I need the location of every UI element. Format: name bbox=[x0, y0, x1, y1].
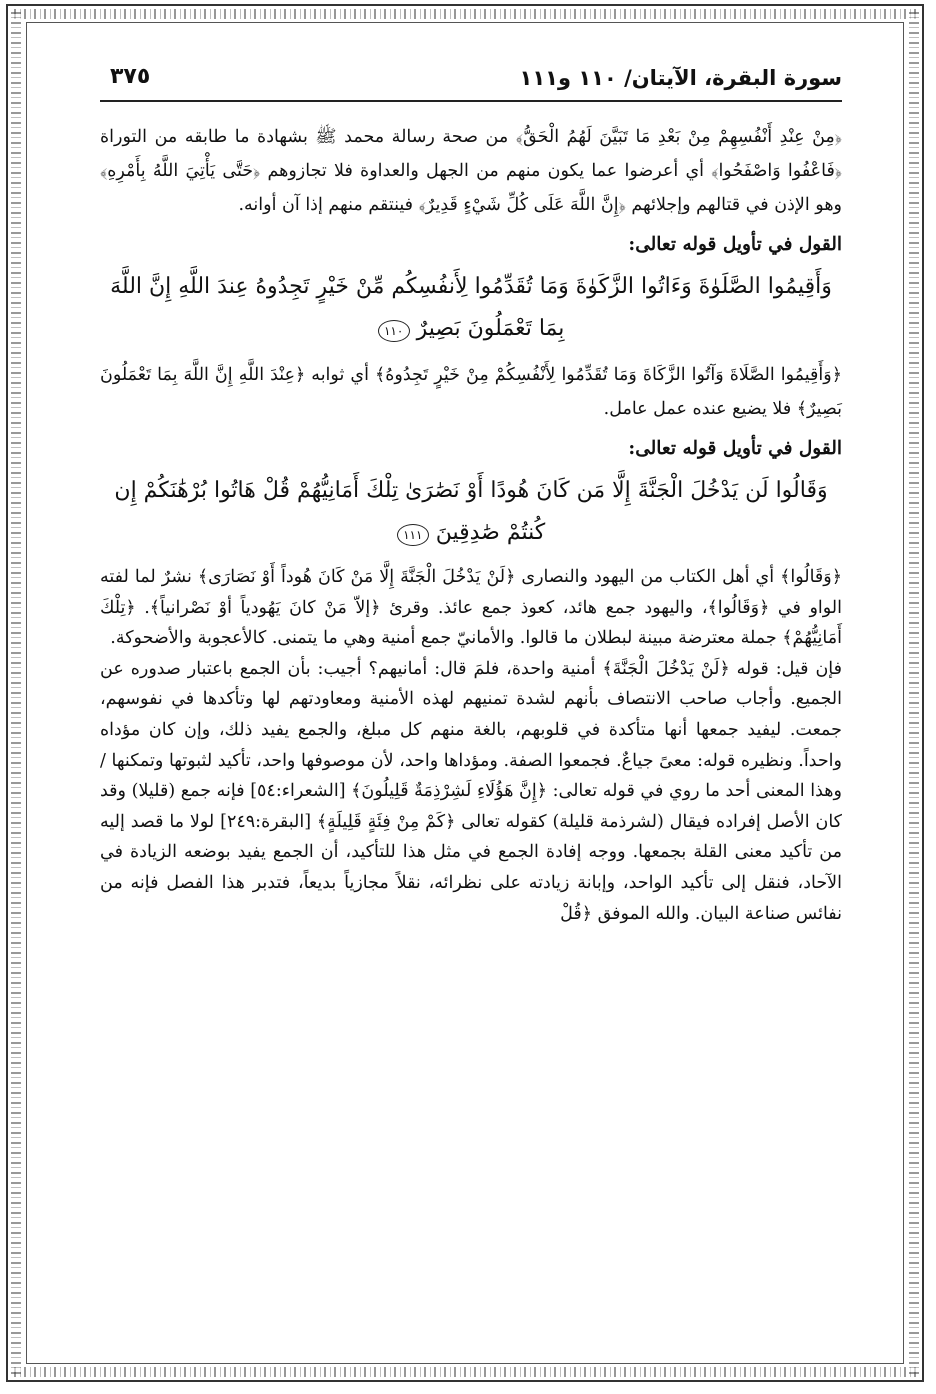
paragraph-3: ﴿وَقَالُوا﴾ أي أهل الكتاب من اليهود والنصارى ﴿لَنْ يَدْخُلَ الْجَنَّةَ إِلَّا مَنْ كَانَ هُوداً أَوْ نَصَارَى﴾ نشرٌ لما لفته الواو في ﴿وَقَالُوا﴾، واليهود جمع هائد، كعوذ جمع عائذ. وقرئ ﴿إلاّ مَنْ كانَ يَهُودياً أوْ نَصْرانياً﴾. ﴿تِلْكَ أَمَانِيُّهُمْ﴾ جملة معترضة مبينة لبطلان ما قالوا. والأمانيّ جمع أمنية وهي ما يتمنى. كالأعجوبة والأضحوكة. bbox=[100, 567, 842, 649]
quran-verse-111 bbox=[100, 466, 842, 562]
border-ornament-right bbox=[909, 12, 919, 1374]
verse-number-110: ١١٠ bbox=[378, 320, 410, 342]
border-ornament-top bbox=[14, 9, 916, 19]
page-content bbox=[100, 60, 842, 1328]
section-heading-2: القول في تأويل قوله تعالى: bbox=[628, 438, 842, 459]
verse-number-111: ١١١ bbox=[397, 524, 429, 546]
header-title: سورة البقرة، الآيتان/ ١١٠ و١١١ bbox=[519, 66, 842, 90]
border-ornament-left bbox=[11, 12, 21, 1374]
border-ornament-bottom bbox=[14, 1367, 916, 1377]
quran-verse-110 bbox=[100, 262, 842, 358]
section-heading-1: القول في تأويل قوله تعالى: bbox=[628, 234, 842, 255]
page-number: ٣٧٥ bbox=[110, 64, 151, 89]
running-header bbox=[100, 60, 842, 102]
verse-110-text: وَأَقِيمُوا الصَّلَوٰةَ وَءَاتُوا الزَّكَوٰةَ وَمَا تُقَدِّمُوا لِأَنفُسِكُم مِّنْ خَيْرٍ تَجِدُوهُ عِندَ اللَّهِ إِنَّ اللَّهَ بِمَا تَعْمَلُونَ بَصِيرٌ bbox=[110, 274, 832, 341]
main-text bbox=[100, 120, 842, 929]
paragraph-1: ﴿مِنْ عِنْدِ أَنْفُسِهِمْ مِنْ بَعْدِ مَا تَبَيَّنَ لَهُمُ الْحَقُّ﴾ من صحة رسالة محمد ﷺ بشهادة ما طابقه من التوراة ﴿فَاعْفُوا وَاصْفَحُوا﴾ أي أعرضوا عما يكون منهم من الجهل والعداوة فلا تجازوهم ﴿حَتَّى يَأْتِيَ اللَّهُ بِأَمْرِهِ﴾ وهو الإذن في قتالهم وإجلائهم ﴿إِنَّ اللَّهَ عَلَى كُلِّ شَيْءٍ قَدِيرٌ﴾ فينتقم منهم إذا آن أوانه. bbox=[100, 127, 842, 215]
paragraph-2: ﴿وَأَقِيمُوا الصَّلَاةَ وَآتُوا الزَّكَاةَ وَمَا تُقَدِّمُوا لِأَنْفُسِكُمْ مِنْ خَيْرٍ تَجِدُوهُ﴾ أي ثوابه ﴿عِنْدَ اللَّهِ إِنَّ اللَّهَ بِمَا تَعْمَلُونَ بَصِيرٌ﴾ فلا يضيع عنده عمل عامل. bbox=[100, 365, 842, 419]
paragraph-4: فإن قيل: قوله ﴿لَنْ يَدْخُلَ الْجَنَّةَ﴾ أمنية واحدة، فلمَ قال: أمانيهم؟ أجيب: بأن الجمع باعتبار صدوره عن الجميع. وأجاب صاحب الانتصاف بأنهم لشدة تمنيهم لهذه الأمنية ومعاودتهم لها وتأكدها في نفوسهم، جمعت. ليفيد جمعها أنها متأكدة في قلوبهم، بالغة منهم كل مبلغ، والجمع يفيد ذلك، وإن كان مؤداه واحداً. ونظيره قوله: معىً جياعٌ. فجمعوا الصفة. ومؤداها واحد، لأن موصوفها واحد، تأكيد لثبوتها وتمكنها / وهذا المعنى أحد ما روي في قوله تعالى: ﴿إِنَّ هَؤُلَاءِ لَشِرْذِمَةٌ قَلِيلُونَ﴾ [الشعراء:٥٤] فإنه جمع (قليلا) وقد كان الأصل إفراده فيقال (لشرذمة قليلة) كقوله تعالى ﴿كَمْ مِنْ فِئَةٍ قَلِيلَةٍ﴾ [البقرة:٢٤٩] لولا ما قصد إليه من تأكيد معنى القلة بجمعها. ووجه إفادة الجمع في مثل هذا للتأكيد، أن الجمع يفيد بوضعه الزيادة في الآحاد، فنقل إلى تأكيد الواحد، وإبانة زيادته على نظرائه، نقلاً مجازياً بديعاً، فتدبر هذا الفصل فإنه من نفائس صناعة البيان. والله الموفق ﴿قُلْ bbox=[100, 658, 842, 924]
verse-111-text: وَقَالُوا لَن يَدْخُلَ الْجَنَّةَ إِلَّا مَن كَانَ هُودًا أَوْ نَصَٰرَىٰ تِلْكَ أَمَانِيُّهُمْ قُلْ هَاتُوا بُرْهَٰنَكُمْ إِن كُنتُمْ صَٰدِقِينَ bbox=[114, 478, 828, 545]
